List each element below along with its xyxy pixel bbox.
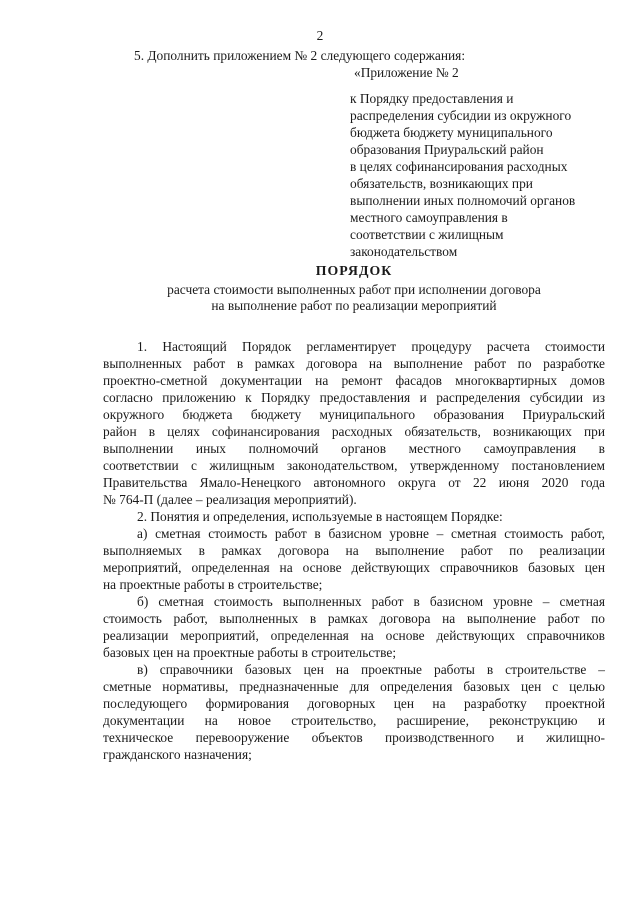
appendix-line: обязательств, возникающих при — [350, 176, 533, 191]
definition-c-line: гражданского назначения; — [103, 747, 252, 762]
page-number: 2 — [316, 28, 324, 43]
paragraph-2-line: 2. Понятия и определения, используемые в настоящем Порядке: — [137, 509, 503, 524]
paragraph-1-line: Правительства Ямало-Ненецкого автономного округа от 22 июня 2020 года — [103, 475, 605, 490]
paragraph-1-line: район в целях софинансирования расходных обязательств, возникающих при — [103, 424, 605, 439]
definition-c-line: сметные нормативы, предназначенные для определения базовых цен с целью — [103, 679, 605, 694]
definition-c-line: документации на новое строительство, расширение, реконструкцию и — [103, 713, 605, 728]
definition-b-line: стоимость работ, выполненных в рамках договора на выполнение работ по — [103, 611, 605, 626]
definition-c-line: последующего формирования договорных цен на разработку проектной — [103, 696, 605, 711]
definition-a-line: мероприятий, определенная на основе действующих справочников базовых цен — [103, 560, 605, 575]
appendix-line: к Порядку предоставления и — [350, 91, 514, 106]
definition-a-line: а) сметная стоимость работ в базисном уровне – сметная стоимость работ, — [137, 526, 605, 541]
definition-b-line: базовых цен на проектные работы в строительстве; — [103, 645, 397, 660]
definition-c-line: техническое перевооружение объектов производственного и жилищно- — [103, 730, 605, 745]
definition-b-line: б) сметная стоимость выполненных работ в базисном уровне – сметная — [137, 594, 605, 609]
definition-a-line: на проектные работы в строительстве; — [103, 577, 323, 592]
definition-b-line: реализации мероприятий, определенная на основе действующих справочников — [103, 628, 605, 643]
appendix-line: бюджета бюджету муниципального — [350, 125, 553, 140]
document-subtitle-line: расчета стоимости выполненных работ при исполнении договора — [167, 282, 541, 297]
paragraph-1-line: соответствии с жилищным законодательством, утвержденному постановлением — [103, 458, 605, 473]
document-subtitle-line: на выполнение работ по реализации мероприятий — [211, 298, 497, 313]
paragraph-1-line: проектно-сметной документации на ремонт фасадов многоквартирных домов — [103, 373, 605, 388]
appendix-line: в целях софинансирования расходных — [350, 159, 568, 174]
appendix-line: законодательством — [350, 244, 458, 259]
item-5-lead-text: 5. Дополнить приложением № 2 следующего содержания: — [134, 48, 466, 63]
definition-a-line: выполняемых в рамках договора на выполнение работ по реализации — [103, 543, 605, 558]
appendix-line: распределения субсидии из окружного — [350, 108, 572, 123]
document-title: ПОРЯДОК — [315, 263, 393, 278]
paragraph-1-line: № 764-П (далее – реализация мероприятий). — [103, 492, 357, 507]
definition-c-line: в) справочники базовых цен на проектные работы в строительстве – — [137, 662, 605, 677]
appendix-line: соответствии с жилищным — [350, 227, 504, 242]
paragraph-1-line: согласно приложению к Порядку предоставления и распределения субсидии из — [103, 390, 605, 405]
appendix-line: образования Приуральский район — [350, 142, 544, 157]
paragraph-1-line: окружного бюджета бюджету муниципального образования Приуральский — [103, 407, 605, 422]
paragraph-1-line: выполненных работ в рамках договора на выполнение работ по разработке — [103, 356, 605, 371]
appendix-line: выполнении иных полномочий органов — [350, 193, 576, 208]
paragraph-1-line: выполнении иных полномочий органов местного самоуправления в — [103, 441, 605, 456]
appendix-line: местного самоуправления в — [350, 210, 508, 225]
appendix-title: «Приложение № 2 — [354, 65, 459, 80]
paragraph-1-line: 1. Настоящий Порядок регламентирует процедуру расчета стоимости — [137, 339, 605, 354]
